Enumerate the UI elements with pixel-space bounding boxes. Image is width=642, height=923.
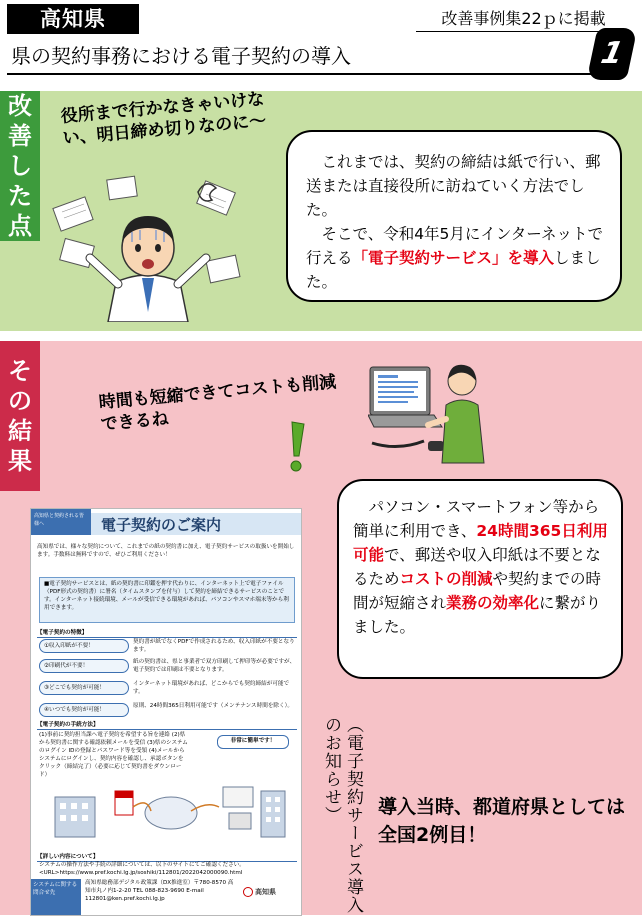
label-char: し [8, 152, 32, 180]
title-underline [7, 73, 595, 75]
label-char: 果 [8, 447, 32, 475]
bubble-text: に繋がりました。 [353, 594, 602, 636]
e-contract-brochure [30, 508, 302, 916]
case-number-badge: 1 [586, 28, 637, 80]
improvement-speech-bubble [286, 130, 622, 302]
brochure-feature-text: インターネット環境があれば、どこからでも契約締結が可能です。 [133, 681, 290, 695]
brochure-feature-text: 契約書が紙でなくPDFで作成されるため、収入印紙が不要となります。 [133, 639, 295, 653]
bubble-text: や契約までの時間が短縮され [353, 570, 602, 612]
laptop-worker-illustration [368, 355, 488, 465]
highlight-text: 24時間365日利用可能 [353, 522, 608, 564]
brochure-feature-text: 紙の契約書は、県と事業者で双方印刷して押印等が必要ですが、電子契約では印刷は不要となります。 [133, 659, 296, 673]
highlight-text: 業務の効率化 [446, 594, 540, 612]
brochure-feature-label: ②印刷代が不要！ [39, 659, 129, 673]
bubble-paragraph [306, 222, 604, 294]
label-char: の [8, 387, 32, 415]
label-char: 改 [8, 92, 32, 120]
brochure-audience-tag: 高知県と契約される皆様へ [31, 509, 91, 535]
kochi-logo [243, 887, 299, 897]
brochure-procedure-heading: 【電子契約の手続方法】 [37, 721, 297, 730]
kochi-emblem-icon [243, 887, 253, 897]
bubble-paragraph: これまでは、契約の締結は紙で行い、郵送または直接役所に訪ねていく方法でした。 [306, 153, 601, 219]
result-label [0, 341, 40, 491]
brochure-intro: 高知県では、様々な契約について、これまでの紙の契約書に加え、電子契約サービスの取扱いを開始します。手数料は無料ですので、ぜひご利用ください！ [37, 544, 295, 558]
brochure-definition-box: ■電子契約サービスとは、紙の契約書に印鑑を押す代わりに、インターネット上で電子ファイル（PDF形式の契約書）に署名（タイムスタンプを付与）して契約を締結できるサービスのことです。インターネット接続環境、メールが受信できる環境があれば、パソコンやスマホ端末等から利用できます。 [39, 577, 295, 623]
exclamation-icon [282, 418, 312, 474]
bubble-text: パソコン・スマートフォン等から簡単に利用でき、 [353, 498, 600, 540]
brochure-feature-label: ③どこでも契約が可能！ [39, 681, 129, 695]
bubble-paragraph [353, 495, 609, 639]
casebook-reference: 改善事例集22ｐに掲載 [416, 7, 631, 32]
worried-worker-illustration [48, 172, 248, 322]
brochure-vertical-caption: （電子契約サービス導入のお知らせ） [321, 716, 363, 914]
label-char: た [8, 182, 32, 210]
highlight-text: コストの削減 [399, 570, 493, 588]
brochure-contact: 高知県総務部デジタル政策課（DX推進室）〒780-8570 高知市丸ノ内1-2-20 TEL 088-823-9690 E-mail 112801@ken.pref.kochi.lg.jp [85, 880, 234, 902]
brochure-features-heading: 【電子契約の特徴】 [37, 629, 297, 638]
improvement-label [0, 91, 40, 241]
brochure-easy-badge: 非常に簡単です！ [217, 735, 289, 749]
brochure-detail: システムの操作方法や手続の詳細については、以下のサイトにてご確認ください。<URL>https://www.pref.kochi.lg.jp/soshiki/112801/2022042000090.html [39, 862, 245, 876]
kochi-logo-text: 高知県 [255, 888, 276, 896]
happy-caption: 時間も短縮できてコストも削減できるね [98, 372, 337, 435]
label-char: 善 [8, 122, 32, 150]
brochure-contact-tag: システムに関する問合せ先 [31, 879, 81, 915]
closing-remark: 導入当時、都道府県としては全国2例目！ [378, 796, 626, 846]
result-speech-bubble [337, 479, 623, 679]
label-char: 結 [8, 417, 32, 445]
prefecture-tag: 高知県 [7, 4, 139, 34]
label-char: そ [8, 357, 32, 385]
bubble-text: で、郵送や収入印紙は不要となるため [353, 546, 601, 588]
brochure-procedure: (1)事前に契約担当課へ電子契約を希望する旨を連絡 (2)県から契約書に関する確認依頼メールを受信 (3)県のシステムのログイン IDの登録とパスワード等を受領 (4)メールからシステムにログインし、契約内容を確認し、承認ボタンをクリック（締結完了）（必要に応じて契約書をダウンロード） [39, 732, 188, 778]
brochure-title: 電子契約のご案内 [101, 516, 222, 534]
brochure-feature-label: ①収入印紙が不要！ [39, 639, 129, 653]
bubble-text: しました。 [306, 249, 601, 291]
label-char: 点 [8, 212, 32, 240]
worried-caption: 役所まで行かなきゃいけない、明日締め切りなのに～ [60, 89, 267, 149]
page-title: 県の契約事務における電子契約の導入 [11, 44, 351, 68]
highlight-text: 「電子契約サービス」を導入 [352, 249, 555, 267]
bubble-text: そこで、令和4年5月にインターネットで行える [306, 225, 604, 267]
brochure-flow-diagram [51, 767, 291, 851]
brochure-feature-text: 原則、24時間365日利用可能です（メンテナンス時間を除く）。 [133, 703, 293, 709]
brochure-feature-label: ④いつでも契約が可能！ [39, 703, 129, 717]
brochure-detail-heading: 【詳しい内容について】 [37, 853, 297, 862]
